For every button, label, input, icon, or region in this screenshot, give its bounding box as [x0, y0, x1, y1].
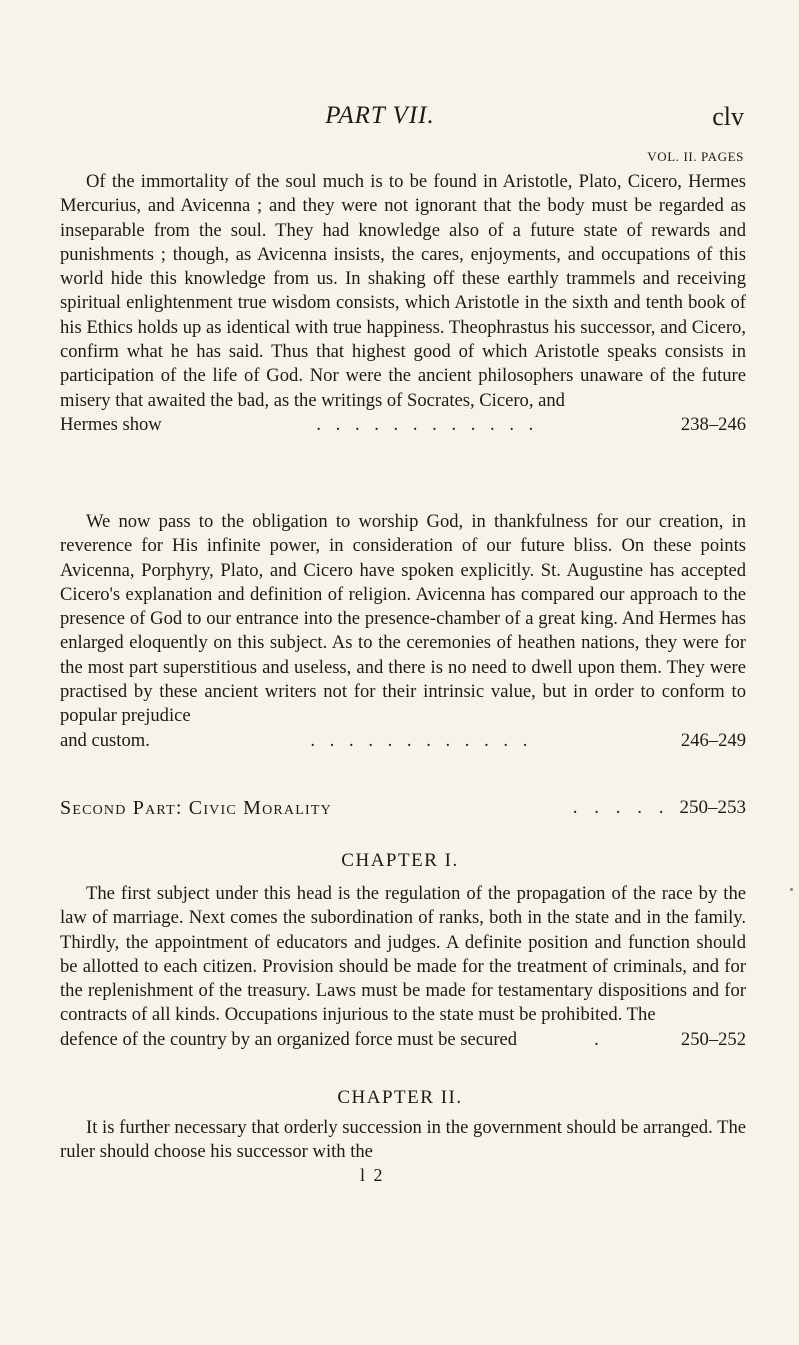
paper-speck [790, 888, 793, 891]
entry-end-line [60, 413, 746, 437]
contents-entry-immortality [60, 170, 746, 437]
chapter-2-heading: CHAPTER II. [337, 1087, 463, 1108]
chapter-2-summary [60, 1116, 746, 1165]
entry-last-line: Hermes show [60, 413, 162, 435]
running-head-title: PART VII. [325, 102, 435, 129]
page-range: 246–249 [680, 729, 746, 751]
signature-mark: l 2 [360, 1165, 385, 1185]
entry-end-line [60, 1028, 746, 1052]
part-label: Second Part: Civic Morality [60, 797, 332, 819]
second-part-heading [60, 797, 746, 820]
chapter-1-summary [60, 882, 746, 1052]
chapter-1-heading: CHAPTER I. [341, 850, 459, 871]
chapter-text: It is further necessary that orderly succession in the government should be arranged. The ruler should choose his successor with the [60, 1117, 746, 1163]
leader-dots: . . . . . . . . . . . . [310, 729, 533, 751]
page-range: 238–246 [680, 413, 746, 435]
page-range: 250–253 [679, 797, 746, 818]
entry-end-line [60, 729, 746, 753]
vol-pages-heading: VOL. II. PAGES [647, 149, 744, 164]
page-range: 250–252 [680, 1028, 746, 1050]
entry-last-line: defence of the country by an organized force must be secured [60, 1028, 518, 1050]
leader-dots: . [594, 1028, 604, 1050]
page-number: clv [712, 102, 744, 131]
chapter-text: The first subject under this head is the regulation of the propagation of the race by the law of marriage. Next comes the subordination of ranks, both in the state and in the family. Thirdly, the appointment of educators and judges. A definite position and function should be allotted to each citizen. Provision should be made for the treatment of criminals, and for the replenishment of the treasury. Laws must be made for testamentary dispositions and for contracts of all kinds. Occupations injurious to the state must be prohibited. The [60, 883, 746, 1026]
leader-dots: . . . . . [572, 797, 670, 818]
entry-text: Of the immortality of the soul much is to be found in Aristotle, Plato, Cicero, Hermes Mercurius, and Avicenna ; and they were not ignorant that the body must be regarded as inseparable from the soul. They had knowledge also of a future state of rewards and punishments ; though, as Avicenna insists, the cares, enjoyments, and occupations of this world hide this knowledge from us. In shaking off these earthly trammels and receiving spiritual enlightenment true wisdom consists, which Aristotle in the sixth and tenth book of his Ethics holds up as identical with true happiness. Theophrastus his successor, and Cicero, confirm what he has said. Thus that highest good of which Aristotle speaks consists in participation of the life of God. Nor were the ancient philosophers unaware of the future misery that awaited the bad, as the writings of Socrates, Cicero, and [60, 171, 746, 411]
contents-entry-worship [60, 510, 746, 753]
leader-dots: . . . . . . . . . . . . [316, 413, 539, 435]
entry-text: We now pass to the obligation to worship God, in thankfulness for our creation, in reverence for His infinite power, in consideration of our future bliss. On these points Avicenna, Porphyry, Plato, and Cicero have spoken explicitly. St. Augustine has accepted Cicero's explanation and definition of religion. Avicenna has compared our approach to the presence of God to our entrance into the presence-chamber of a great king. And Hermes has enlarged eloquently on this subject. As to the ceremonies of heathen nations, they were for the most part superstitious and useless, and there is no need to dwell upon them. They were practised by these ancient writers not for their intrinsic value, but in order to conform to popular prejudice [60, 511, 746, 727]
entry-last-line: and custom. [60, 729, 150, 751]
